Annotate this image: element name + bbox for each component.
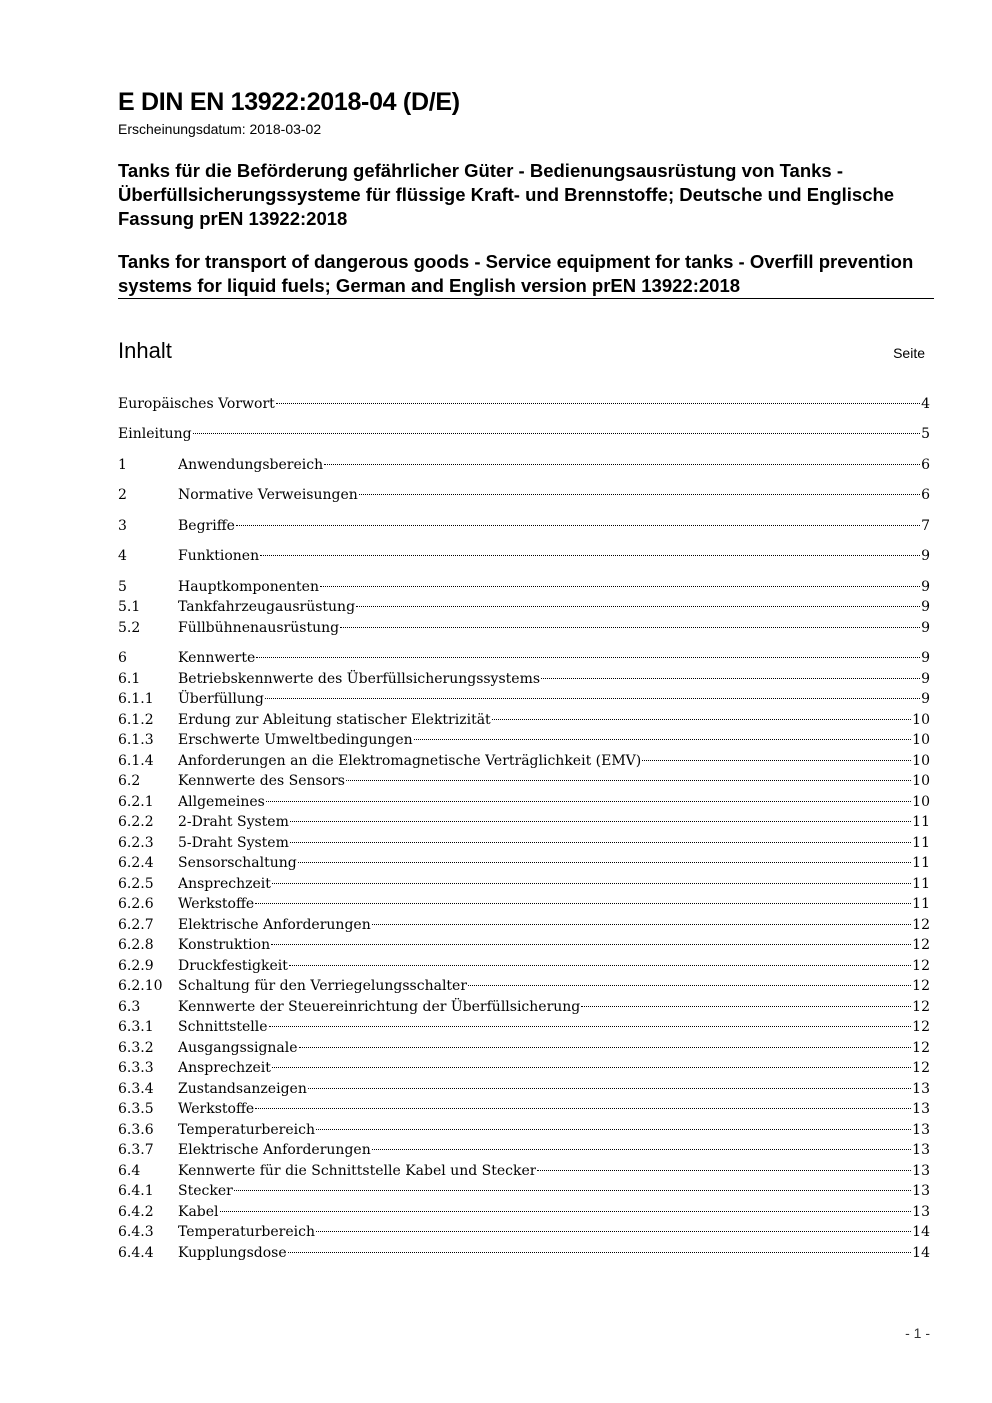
toc-leader-dots [359, 494, 920, 495]
toc-entry[interactable] [118, 597, 930, 617]
toc-entry-number: 6 [118, 650, 127, 666]
toc-leader-dots [272, 883, 911, 884]
title-german: Tanks für die Beförderung gefährlicher Güter - Bedienungsausrüstung von Tanks - Überfüllsicherungssysteme für flüssige Kraft- und Brennstoffe; Deutsche und Englische Fassung prEN 13922:2018 [118, 160, 895, 229]
toc-leader-dots [372, 924, 911, 925]
toc-entry-label: Zustandsanzeigen [178, 1081, 307, 1097]
toc-entry-number: 6.4.4 [118, 1245, 154, 1261]
toc-entry-page: 10 [912, 732, 930, 748]
toc-entry-page: 10 [912, 773, 930, 789]
toc-leader-dots [276, 403, 920, 404]
toc-entry-page: 7 [921, 518, 930, 534]
toc-entry-number: 6.4 [118, 1163, 141, 1179]
toc-leader-dots [220, 1211, 912, 1212]
toc-entry-number: 6.1.2 [118, 712, 154, 728]
toc-leader-dots [581, 1006, 911, 1007]
toc-leader-dots [468, 985, 911, 986]
toc-leader-dots [260, 555, 920, 556]
toc-entry-label: 2-Draht System [178, 814, 289, 830]
toc-entry-number: 6.2.5 [118, 876, 154, 892]
toc-entry-page: 9 [921, 650, 930, 666]
footer-page-number: - 1 - [905, 1325, 930, 1341]
toc-leader-dots [537, 1170, 911, 1171]
toc-entry-number: 6.1 [118, 671, 141, 687]
toc-entry-page: 9 [921, 599, 930, 615]
toc-entry-number: 3 [118, 518, 127, 534]
toc-entry-page: 14 [912, 1224, 930, 1240]
toc-entry-label: Anwendungsbereich [178, 457, 324, 473]
toc-leader-dots [320, 586, 920, 587]
toc-entry[interactable] [118, 669, 930, 689]
toc-entry-label: Konstruktion [178, 937, 271, 953]
toc-entry-page: 10 [912, 794, 930, 810]
toc-entry-label: Funktionen [178, 548, 260, 564]
toc-entry-number: 6.2.4 [118, 855, 154, 871]
toc-entry-page: 12 [912, 1019, 930, 1035]
toc-entry[interactable] [118, 771, 930, 791]
toc-entry-label: Werkstoffe [178, 1101, 255, 1117]
toc-entry[interactable] [118, 1079, 930, 1099]
toc-leader-dots [289, 965, 911, 966]
toc-entry-page: 9 [921, 620, 930, 636]
toc-leader-dots [255, 903, 911, 904]
toc-entry-page: 9 [921, 579, 930, 595]
toc-entry-page: 6 [921, 457, 930, 473]
toc-entry-label: Elektrische Anforderungen [178, 917, 371, 933]
toc-leader-dots [234, 1190, 911, 1191]
toc-entry-page: 11 [912, 814, 930, 830]
toc-entry-page: 13 [912, 1183, 930, 1199]
toc-leader-dots [356, 606, 920, 607]
toc-entry[interactable] [118, 976, 930, 996]
toc-leader-dots [414, 739, 911, 740]
toc-entry[interactable] [118, 424, 930, 444]
toc-entry-label: Europäisches Vorwort [118, 396, 275, 412]
toc-entry-page: 13 [912, 1081, 930, 1097]
toc-entry-label: Erdung zur Ableitung statischer Elektrizität [178, 712, 491, 728]
toc-entry-label: Schnittstelle [178, 1019, 268, 1035]
toc-entry-label: Füllbühnenausrüstung [178, 620, 340, 636]
toc-entry[interactable] [118, 730, 930, 750]
toc-entry-number: 6.1.3 [118, 732, 154, 748]
toc-entry-label: Betriebskennwerte des Überfüllsicherungssystems [178, 671, 541, 687]
toc-leader-dots [308, 1088, 911, 1089]
toc-entry-label: Druckfestigkeit [178, 958, 288, 974]
toc-entry-page: 14 [912, 1245, 930, 1261]
toc-entry-number: 6.2.8 [118, 937, 154, 953]
toc-entry[interactable] [118, 935, 930, 955]
toc-entry-page: 13 [912, 1101, 930, 1117]
toc-entry[interactable] [118, 853, 930, 873]
toc-leader-dots [298, 862, 911, 863]
toc-leader-dots [316, 1231, 911, 1232]
toc-entry-number: 6.2.10 [118, 978, 163, 994]
toc-entry[interactable] [118, 618, 930, 638]
toc-entry-page: 13 [912, 1204, 930, 1220]
toc-entry-number: 6.4.1 [118, 1183, 154, 1199]
toc-entry[interactable] [118, 812, 930, 832]
toc-entry-number: 6.3 [118, 999, 141, 1015]
toc-entry-number: 4 [118, 548, 127, 564]
toc-entry-page: 13 [912, 1122, 930, 1138]
toc-entry[interactable] [118, 1038, 930, 1058]
toc-entry-label: Kupplungsdose [178, 1245, 287, 1261]
toc-entry[interactable] [118, 577, 930, 597]
toc-entry[interactable] [118, 1120, 930, 1140]
toc-entry[interactable] [118, 792, 930, 812]
toc-entry-number: 6.4.2 [118, 1204, 154, 1220]
toc-entry-page: 11 [912, 876, 930, 892]
toc-entry-page: 6 [921, 487, 930, 503]
toc-entry-number: 6.3.1 [118, 1019, 154, 1035]
toc-entry-page: 12 [912, 917, 930, 933]
toc-entry-label: Einleitung [118, 426, 192, 442]
toc-entry-page: 12 [912, 999, 930, 1015]
toc-entry-label: Anforderungen an die Elektromagnetische Verträglichkeit (EMV) [178, 753, 642, 769]
toc-entry-page: 4 [921, 396, 930, 412]
toc-leader-dots [265, 698, 920, 699]
toc-entry-label: Allgemeines [178, 794, 265, 810]
toc-leader-dots [642, 760, 911, 761]
toc-entry[interactable] [118, 956, 930, 976]
toc-entry-label: Begriffe [178, 518, 235, 534]
toc-entry[interactable] [118, 874, 930, 894]
page-column-heading: Seite [893, 345, 925, 361]
toc-leader-dots [256, 657, 920, 658]
toc-entry[interactable] [118, 1202, 930, 1222]
toc-entry-number: 5 [118, 579, 127, 595]
toc-entry-number: 6.3.7 [118, 1142, 154, 1158]
toc-entry-label: Schaltung für den Verriegelungsschalter [178, 978, 468, 994]
toc-entry[interactable] [118, 648, 930, 668]
toc-entry[interactable] [118, 455, 930, 475]
toc-entry-label: Sensorschaltung [178, 855, 297, 871]
toc-entry-number: 1 [118, 457, 127, 473]
toc-entry-label: Kennwerte [178, 650, 256, 666]
toc-leader-dots [299, 1047, 912, 1048]
toc-entry-label: Temperaturbereich [178, 1122, 315, 1138]
toc-entry-number: 6.3.5 [118, 1101, 154, 1117]
toc-entry-page: 11 [912, 896, 930, 912]
toc-entry[interactable] [118, 546, 930, 566]
toc-entry-page: 13 [912, 1163, 930, 1179]
toc-leader-dots [193, 433, 921, 434]
toc-entry-page: 9 [921, 691, 930, 707]
toc-leader-dots [541, 678, 920, 679]
toc-entry-page: 12 [912, 937, 930, 953]
document-id: E DIN EN 13922:2018-04 (D/E) [118, 88, 460, 116]
toc-leader-dots [266, 801, 911, 802]
toc-entry-label: Ansprechzeit [178, 876, 271, 892]
toc-entry[interactable] [118, 915, 930, 935]
toc-entry[interactable] [118, 710, 930, 730]
toc-entry-number: 6.2 [118, 773, 141, 789]
toc-leader-dots [269, 1026, 912, 1027]
title-english: Tanks for transport of dangerous goods - Service equipment for tanks - Overfill prevention systems for liquid fuels; German and English version prEN 13922:2018 [118, 251, 914, 296]
toc-entry-page: 9 [921, 671, 930, 687]
toc-leader-dots [236, 525, 920, 526]
toc-entry-page: 12 [912, 1060, 930, 1076]
toc-entry-label: Kabel [178, 1204, 219, 1220]
toc-entry-number: 6.4.3 [118, 1224, 154, 1240]
toc-entry-label: Hauptkomponenten [178, 579, 319, 595]
title-divider [118, 298, 934, 299]
toc-entry-page: 5 [921, 426, 930, 442]
toc-entry-page: 9 [921, 548, 930, 564]
toc-entry-page: 10 [912, 712, 930, 728]
toc-entry[interactable] [118, 997, 930, 1017]
toc-entry-page: 12 [912, 958, 930, 974]
toc-entry-number: 6.2.6 [118, 896, 154, 912]
toc-entry[interactable] [118, 394, 930, 414]
toc-leader-dots [372, 1149, 911, 1150]
toc-entry-page: 12 [912, 978, 930, 994]
toc-entry-label: Temperaturbereich [178, 1224, 315, 1240]
toc-entry-page: 11 [912, 855, 930, 871]
toc-entry-label: Normative Verweisungen [178, 487, 358, 503]
toc-leader-dots [271, 944, 911, 945]
toc-entry[interactable] [118, 1161, 930, 1181]
toc-leader-dots [316, 1129, 911, 1130]
toc-entry-label: Ansprechzeit [178, 1060, 271, 1076]
toc-leader-dots [492, 719, 911, 720]
toc-leader-dots [346, 780, 911, 781]
toc-entry[interactable] [118, 1222, 930, 1242]
toc-entry[interactable] [118, 516, 930, 536]
toc-entry[interactable] [118, 1243, 930, 1263]
toc-entry-label: Werkstoffe [178, 896, 255, 912]
toc-entry-number: 6.1.1 [118, 691, 154, 707]
toc-entry-number: 6.3.3 [118, 1060, 154, 1076]
toc-entry[interactable] [118, 1058, 930, 1078]
toc-entry[interactable] [118, 1017, 930, 1037]
toc-leader-dots [255, 1108, 911, 1109]
toc-entry-number: 6.2.2 [118, 814, 154, 830]
toc-entry-number: 5.1 [118, 599, 141, 615]
toc-entry-label: 5-Draht System [178, 835, 289, 851]
toc-entry-page: 10 [912, 753, 930, 769]
publication-date: Erscheinungsdatum: 2018-03-02 [118, 121, 322, 137]
toc-entry-page: 13 [912, 1142, 930, 1158]
toc-entry-number: 6.1.4 [118, 753, 154, 769]
toc-leader-dots [340, 627, 920, 628]
toc-entry-label: Überfüllung [178, 691, 264, 707]
toc-entry-number: 6.3.2 [118, 1040, 154, 1056]
toc-entry-number: 6.3.6 [118, 1122, 154, 1138]
toc-entry-label: Kennwerte für die Schnittstelle Kabel und Stecker [178, 1163, 537, 1179]
toc-entry[interactable] [118, 485, 930, 505]
toc-entry-label: Tankfahrzeugausrüstung [178, 599, 356, 615]
toc-entry-label: Kennwerte des Sensors [178, 773, 345, 789]
toc-leader-dots [290, 821, 911, 822]
toc-entry[interactable] [118, 1140, 930, 1160]
toc-entry[interactable] [118, 833, 930, 853]
contents-heading: Inhalt [118, 338, 172, 363]
toc-entry-page: 12 [912, 1040, 930, 1056]
toc-entry-number: 6.3.4 [118, 1081, 154, 1097]
toc-entry-number: 6.2.3 [118, 835, 154, 851]
toc-entry-number: 6.2.9 [118, 958, 154, 974]
toc-entry-label: Elektrische Anforderungen [178, 1142, 371, 1158]
toc-entry-number: 6.2.1 [118, 794, 154, 810]
toc-entry-number: 6.2.7 [118, 917, 154, 933]
toc-entry-label: Kennwerte der Steuereinrichtung der Überfüllsicherung [178, 999, 581, 1015]
toc-entry-label: Erschwerte Umweltbedingungen [178, 732, 413, 748]
toc-leader-dots [324, 464, 920, 465]
toc-entry[interactable] [118, 689, 930, 709]
toc-entry[interactable] [118, 894, 930, 914]
toc-leader-dots [290, 842, 911, 843]
toc-entry-label: Stecker [178, 1183, 233, 1199]
toc-entry-label: Ausgangssignale [178, 1040, 298, 1056]
toc-entry-number: 2 [118, 487, 127, 503]
toc-leader-dots [272, 1067, 911, 1068]
toc-entry-page: 11 [912, 835, 930, 851]
toc-leader-dots [288, 1252, 912, 1253]
toc-entry[interactable] [118, 1099, 930, 1119]
toc-entry-number: 5.2 [118, 620, 141, 636]
toc-entry[interactable] [118, 751, 930, 771]
toc-entry[interactable] [118, 1181, 930, 1201]
